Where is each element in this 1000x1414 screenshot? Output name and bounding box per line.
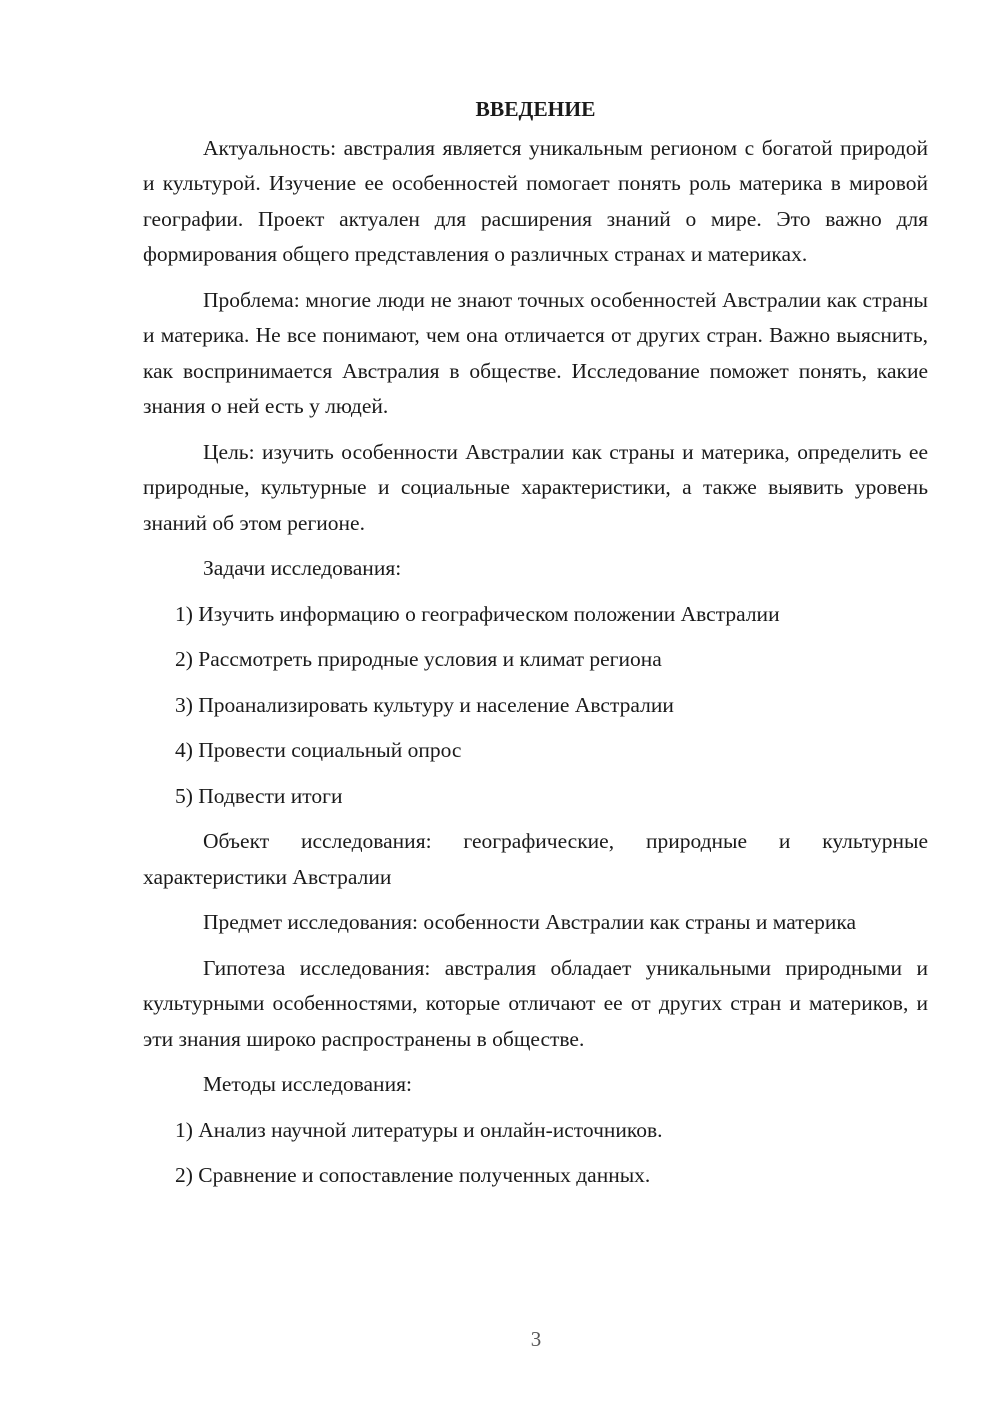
methods-list	[143, 1113, 928, 1194]
page-title: ВВЕДЕНИЕ	[475, 97, 596, 121]
page-number: 3	[530, 1327, 542, 1351]
goal-paragraph: Цель: изучить особенности Австралии как страны и материка, определить ее природные, культурные и социальные характеристики, а также выявить уровень знаний об этом регионе.	[143, 439, 928, 535]
methods-heading: Методы исследования:	[203, 1072, 412, 1096]
list-item: 1) Анализ научной литературы и онлайн-источников.	[175, 1117, 663, 1142]
hypothesis-paragraph: Гипотеза исследования: австралия обладает уникальными природными и культурными особенностями, которые отличают ее от других стран и материков, и эти знания широко распространены в обществе.	[143, 955, 928, 1051]
subject-paragraph: Предмет исследования: особенности Австралии как страны и материка	[203, 910, 857, 934]
relevance-paragraph: Актуальность: австралия является уникальным регионом с богатой природой и культурой. Изучение ее особенностей помогает понять роль материка в мировой географии. Проект актуален для расширения знаний о мире. Это важно для формирования общего представления о различных странах и материках.	[143, 135, 928, 266]
list-item: 1) Изучить информацию о географическом положении Австралии	[175, 601, 780, 626]
page-content	[143, 92, 928, 1204]
list-item: 4) Провести социальный опрос	[175, 738, 462, 762]
object-paragraph: Объект исследования: географические, природные и культурные характеристики Австралии	[143, 829, 928, 889]
list-item: 2) Рассмотреть природные условия и климат региона	[175, 647, 662, 671]
tasks-heading: Задачи исследования:	[203, 556, 402, 580]
tasks-list	[143, 597, 928, 815]
list-item: 5) Подвести итоги	[175, 783, 343, 808]
list-item: 3) Проанализировать культуру и население Австралии	[175, 692, 674, 717]
list-item: 2) Сравнение и сопоставление полученных данных.	[175, 1163, 651, 1187]
problem-paragraph: Проблема: многие люди не знают точных особенностей Австралии как страны и материка. Не все понимают, чем она отличается от других стран. Важно выяснить, как воспринимается Австралия в обществе. Исследование поможет понять, какие знания о ней есть у людей.	[143, 287, 928, 418]
